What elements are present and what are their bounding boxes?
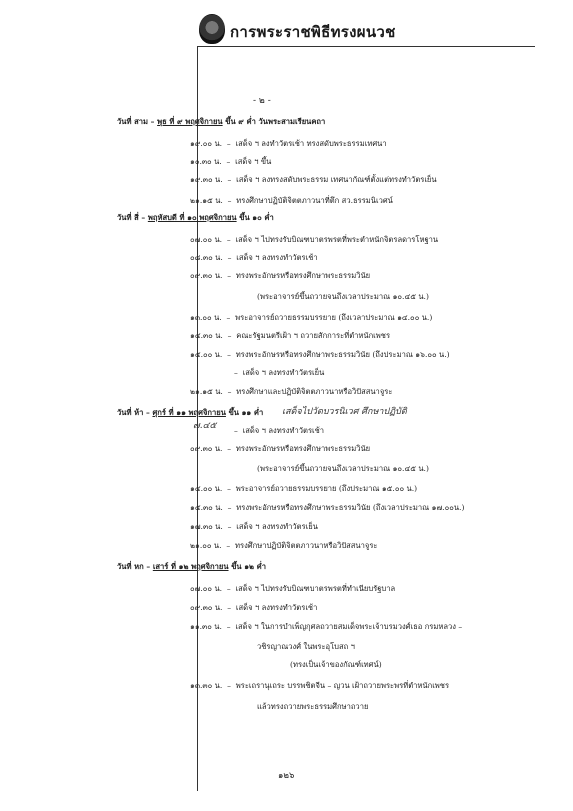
- schedule-item: ๑๙.๐๐ น. – เสด็จ ฯ ลงทำวัตรเช้า ทรงสดับพระธรรมเทศนา: [190, 139, 387, 148]
- schedule-note: (ทรงเป็นเจ้าของกัณฑ์เทศน์): [290, 660, 382, 669]
- day-date: พฤหัสบดี ที่ ๑๐ พฤศจิกายน: [147, 213, 237, 222]
- schedule-note: แล้วทรงถวายพระธรรมศึกษาถวาย: [257, 702, 369, 711]
- schedule-item: ๑๕.๓๐ น. – ทรงพระอักษรหรือทรงศึกษาพระธรรมวินัย (ถึงเวลาประมาณ ๑๗.๐๐น.): [190, 503, 465, 512]
- handwritten-time: ๗.๔๕: [193, 421, 217, 431]
- schedule-item: ๐๙.๓๐ น. – เสด็จ ฯ ลงทรงทำวัตรเช้า: [190, 603, 318, 612]
- day-tail: ขึ้น ๙ ค่ำ วันพระสามเรียนคถา: [225, 117, 326, 126]
- schedule-item: ๑๙.๓๐ น. – เสด็จ ฯ ลงทรงสดับพระธรรม เทศนากัณฑ์ตั้งแต่ทรงทำวัตรเย็น: [190, 175, 437, 184]
- document-header-title: การพระราชพิธีทรงผนวช: [230, 23, 396, 41]
- schedule-item: ๐๗.๐๐ น. – เสด็จ ฯ ไปทรงรับบิณฑบาตรพรตที่พระตำหนักจิตรลดารโหฐาน: [190, 235, 439, 244]
- day-tail: ขึ้น ๑๑ ค่ำ: [228, 408, 264, 417]
- schedule-item: ๑๔.๐๐ น. – พระอาจารย์ถวายธรรมบรรยาย (ถึงประมาณ ๑๕.๐๐ น.): [190, 484, 418, 493]
- day-tail: ขึ้น ๑๐ ค่ำ: [239, 213, 274, 222]
- footer-page-number: ๑๒๖: [278, 771, 295, 781]
- schedule-item: ๑๐.๓๐ น. – เสด็จ ฯ ขึ้น: [190, 157, 272, 166]
- royal-seal-icon: [199, 14, 225, 44]
- day-heading: วันที่ ห้า – ศุกร์ ที่ ๑๑ พฤศจิกายน ขึ้น ๑๑ ค่ำ: [117, 408, 264, 417]
- schedule-item: ๐๗.๐๐ น. – เสด็จ ฯ ไปทรงรับบิณฑบาตรพรตที่ทำเนียบรัฐบาล: [190, 584, 396, 593]
- schedule-item: ๑๑.๓๐ น. – เสด็จ ฯ ในการบำเพ็ญกุศลถวายสมเด็จพระเจ้าบรมวงศ์เธอ กรมหลวง –: [190, 622, 463, 631]
- schedule-item: ๐๙.๓๐ น. – ทรงพระอักษรหรือทรงศึกษาพระธรรมวินัย: [190, 271, 371, 280]
- day-date: ศุกร์ ที่ ๑๑ พฤศจิกายน: [152, 408, 226, 417]
- schedule-item: ๑๓.๓๐ น. – พระเถรานุเถระ บรรพชิตจีน – ญวน เฝ้าถวายพระพรที่ตำหนักเพชร: [190, 681, 450, 690]
- schedule-item: – เสด็จ ฯ ลงทรงทำวัตรเย็น: [234, 368, 325, 377]
- day-heading: วันที่ สี่ – พฤหัสบดี ที่ ๑๐ พฤศจิกายน ขึ้น ๑๐ ค่ำ: [117, 213, 274, 222]
- schedule-item: ๑๓.๐๐ น. – พระอาจารย์ถวายธรรมบรรยาย (ถึงเวลาประมาณ ๑๔.๐๐ น.): [190, 313, 433, 322]
- schedule-item: ๒๑.๑๕ น. – ทรงศึกษาและปฏิบัติจิตตภาวนาหรือวิปัสสนาจูระ: [190, 387, 393, 396]
- day-heading: วันที่ หก – เสาร์ ที่ ๑๒ พฤศจิกายน ขึ้น ๑๒ ค่ำ: [117, 562, 267, 571]
- day-heading: วันที่ สาม – พุธ ที่ ๙ พฤศจิกายน ขึ้น ๙ ค่ำ วันพระสามเรียนคถา: [117, 117, 326, 126]
- schedule-item: – เสด็จ ฯ ลงทรงทำวัตรเช้า: [234, 426, 325, 435]
- schedule-item: ๑๕.๐๐ น. – ทรงพระอักษรหรือทรงศึกษาพระธรรมวินัย (ถึงประมาณ ๑๖.๐๐ น.): [190, 350, 450, 359]
- schedule-item: ๒๑.๑๕ น. – ทรงศึกษาปฏิบัติจิตตภาวนาที่ตึก สว.ธรรมนิเวศน์: [190, 196, 393, 205]
- page-number: - ๒ -: [253, 96, 271, 106]
- schedule-item: ๐๙.๓๐ น. – ทรงพระอักษรหรือทรงศึกษาพระธรรมวินัย: [190, 444, 371, 453]
- header-rule: [197, 46, 535, 47]
- day-date: พุธ ที่ ๙ พฤศจิกายน: [157, 117, 223, 126]
- schedule-note: (พระอาจารย์ขึ้นถวายจนถึงเวลาประมาณ ๑๐.๔๕ น.): [257, 292, 429, 301]
- schedule-item: ๑๔.๓๐ น. – คณะรัฐมนตรีเฝ้า ฯ ถวายสักการะที่ตำหนักเพชร: [190, 331, 391, 340]
- day-label: วันที่ สี่: [117, 213, 139, 222]
- schedule-note: (พระอาจารย์ขึ้นถวายจนถึงเวลาประมาณ ๑๐.๔๕ น.): [257, 464, 429, 473]
- schedule-item: ๑๗.๓๐ น. – เสด็จ ฯ ลงทรงทำวัตรเย็น: [190, 522, 318, 531]
- day-tail: ขึ้น ๑๒ ค่ำ: [231, 562, 267, 571]
- schedule-item: ๒๑.๐๐ น. – ทรงศึกษาปฏิบัติจิตตภาวนาหรือวิปัสสนาจูระ: [190, 541, 378, 550]
- schedule-item: ๐๘.๓๐ น. – เสด็จ ฯ ลงทรงทำวัตรเช้า: [190, 253, 318, 262]
- schedule-note: วชิรญาณวงศ์ ในพระอุโบสถ ฯ: [257, 642, 355, 651]
- day-date: เสาร์ ที่ ๑๒ พฤศจิกายน: [152, 562, 229, 571]
- handwritten-note: เสด็จไปวัดบวรนิเวศ ศึกษาปฏิบัติ: [282, 407, 407, 417]
- day-label: วันที่ หก: [117, 562, 144, 571]
- day-label: วันที่ ห้า: [117, 408, 144, 417]
- day-label: วันที่ สาม: [117, 117, 149, 126]
